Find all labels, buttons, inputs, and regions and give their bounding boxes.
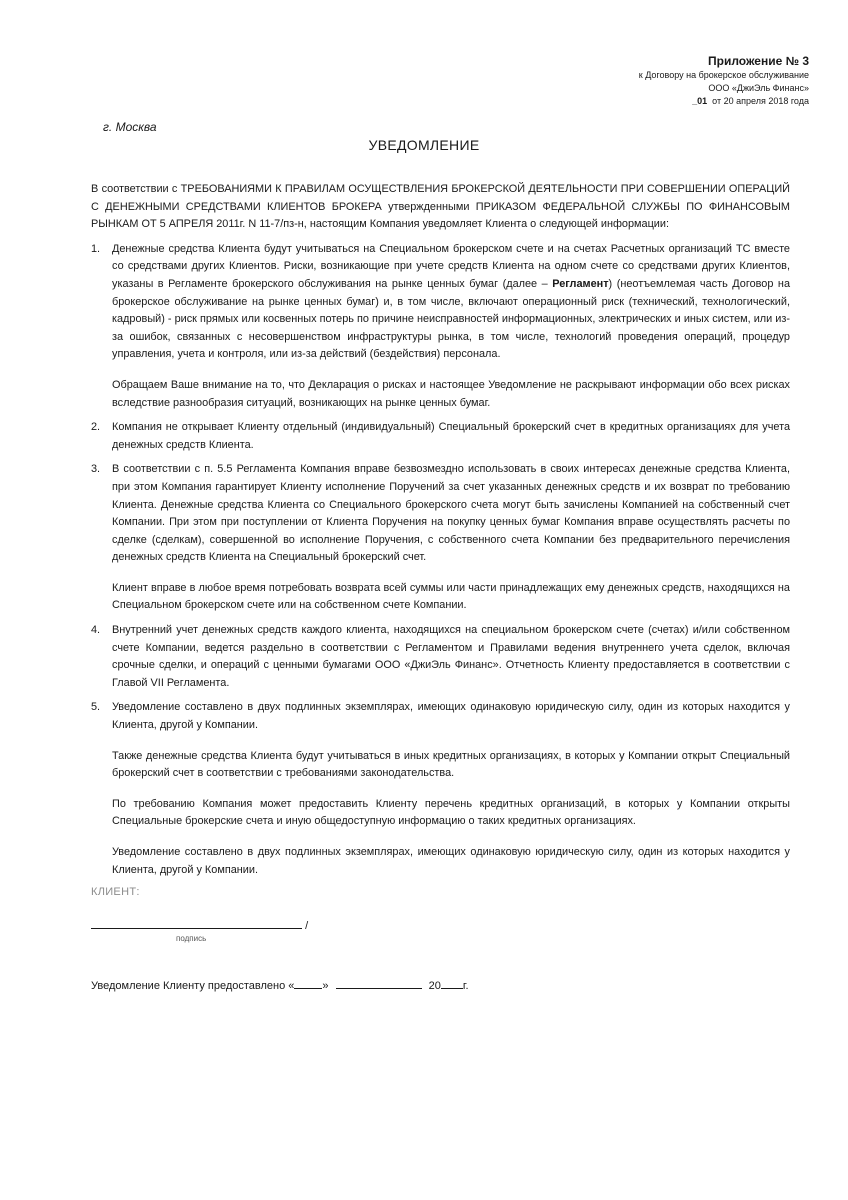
item-subparagraph: Уведомление составлено в двух подлинных экземплярах, имеющих одинаковую юридическую силу, один из которых находится у Клиента, другой у Компании. <box>112 846 790 876</box>
list-item <box>91 241 790 412</box>
city: г. Москва <box>103 120 157 134</box>
item-text: В соответствии с п. 5.5 Регламента Компания вправе безвозмездно использовать в своих интересах денежные средства Клиента, при этом Компания гарантирует Клиенту исполнение Поручений за счет указанных денежных средств и их возврат по требованию Клиента. Денежные средства Клиента со Специального брокерского счета могут быть зачислены Компанией на собственный счет Компании. При этом при поступлении от Клиента Поручения на покупку ценных бумаг Компания вправе осуществлять расчеты по сделке (сделкам), совершенной во исполнение Поручения, с собственного счета Компании без предварительного перечисления денежных средств Клиента на Специальный брокерский счет. <box>112 463 790 564</box>
notice-quote-close: » <box>322 980 329 992</box>
appendix-contract-line: к Договору на брокерское обслуживание <box>638 70 809 80</box>
day-blank <box>294 978 322 989</box>
appendix-number: _01 <box>692 96 708 106</box>
item-text <box>112 241 790 364</box>
appendix-date-line <box>639 95 809 108</box>
signature-caption: подпись <box>176 934 207 943</box>
item-bold-term: Регламент <box>552 277 609 290</box>
list-item <box>91 622 790 692</box>
notice-suffix: г. <box>462 980 469 992</box>
document-title: УВЕДОМЛЕНИЕ <box>368 137 480 153</box>
item-text-part: ) (неотъемлемая часть Договор на брокерское обслуживание на рынке ценных бумаг) и, в том числе, включают операционный риск (технический, технологический, кадровый) - риск прямых или косвенных потерь по причине неисправностей информационных, электрических и иных систем, или из-за ошибок, связанных с несовершенством инфраструктуры рынка, в том числе, технологий проведения операций, процедур управления, учета и контроля, или из-за действий (бездействия) персонала. <box>112 277 790 361</box>
notice-date-line <box>91 978 469 992</box>
item-subparagraph: Обращаем Ваше внимание на то, что Декларация о рисках и настоящее Уведомление не раскрывают информации обо всех рисках вследствие разнообразия ситуаций, возникающих на рынке ценных бумаг. <box>112 378 790 409</box>
appendix-company-line: ООО «ДжиЭль Финанс» <box>708 83 809 93</box>
client-label: КЛИЕНТ: <box>91 886 140 898</box>
list-item <box>91 699 790 879</box>
item-subparagraph: Также денежные средства Клиента будут учитываться в иных кредитных организациях, в которых у Компании открыт Специальный брокерский счет в соответствии с требованиями законодательства. <box>112 749 790 780</box>
appendix-date: от 20 апреля 2018 года <box>712 96 809 106</box>
document-body <box>91 181 790 882</box>
month-blank <box>336 978 422 989</box>
item-subparagraph: По требованию Компания может предоставить Клиенту перечень кредитных организаций, в которых у Компании открыты Специальные брокерские счета и иную общедоступную информацию о таких кредитных организациях. <box>112 797 790 828</box>
notice-prefix: Уведомление Клиенту предоставлено « <box>91 980 295 992</box>
list-number: 2. <box>91 421 101 434</box>
list-item <box>91 461 790 615</box>
list-number: 5. <box>91 701 101 714</box>
signature-slash: / <box>305 920 309 932</box>
item-text-part: Денежные средства Клиента будут учитываться на Специальном брокерском счете и на счетах Расчетных организаций ТС вместе со средствами других Клиентов. Риски, возникающие при учете средств Клиента на одном счете со средствами других Клиентов, указаны в Регламенте брокерского обслуживания на рынке ценных бумаг (далее – <box>112 242 790 290</box>
signature-line <box>91 918 308 932</box>
appendix-header <box>639 54 809 108</box>
year-prefix: 20 <box>428 980 441 992</box>
list-item <box>91 419 790 454</box>
list-number: 4. <box>91 624 101 637</box>
intro-paragraph: В соответствии с ТРЕБОВАНИЯМИ К ПРАВИЛАМ ОСУЩЕСТВЛЕНИЯ БРОКЕРСКОЙ ДЕЯТЕЛЬНОСТИ ПРИ СОВЕРШЕНИИ ОПЕРАЦИЙ С ДЕНЕЖНЫМИ СРЕДСТВАМИ КЛИЕНТОВ БРОКЕРА утвержденными ПРИКАЗОМ ФЕДЕРАЛЬНОЙ СЛУЖБЫ ПО ФИНАНСОВЫМ РЫНКАМ ОТ 5 АПРЕЛЯ 2011г. N 11-7/пз-н, настоящим Компания уведомляет Клиента о следующей информации: <box>91 183 790 231</box>
item-text: Внутренний учет денежных средств каждого клиента, находящихся на специальном брокерском счете (счетах) и/или собственном счете Компании, ведется раздельно в соответствии с Регламентом и Правилами ведения внутреннего учета сделок, включая срочные сделки, и операций с ценными бумагами ООО «ДжиЭль Финанс». Отчетность Клиенту предоставляется в соответствии с Главой VII Регламента. <box>112 624 790 689</box>
list-number: 1. <box>91 242 101 255</box>
item-subparagraph: Клиент вправе в любое время потребовать возврата всей суммы или части принадлежащих ему денежных средств, находящихся на Специальном брокерском счете или на собственном счете Компании. <box>112 581 790 612</box>
signature-field <box>91 918 302 929</box>
year-blank <box>441 978 463 989</box>
item-text: Уведомление составлено в двух подлинных экземплярах, имеющих одинаковую юридическую силу, один из которых находится у Клиента, другой у Компании. <box>112 701 790 732</box>
item-text: Компания не открывает Клиенту отдельный (индивидуальный) Специальный брокерский счет в кредитных организациях для учета денежных средств Клиента. <box>112 421 790 451</box>
appendix-title: Приложение № 3 <box>707 54 809 68</box>
list-number: 3. <box>91 463 101 476</box>
